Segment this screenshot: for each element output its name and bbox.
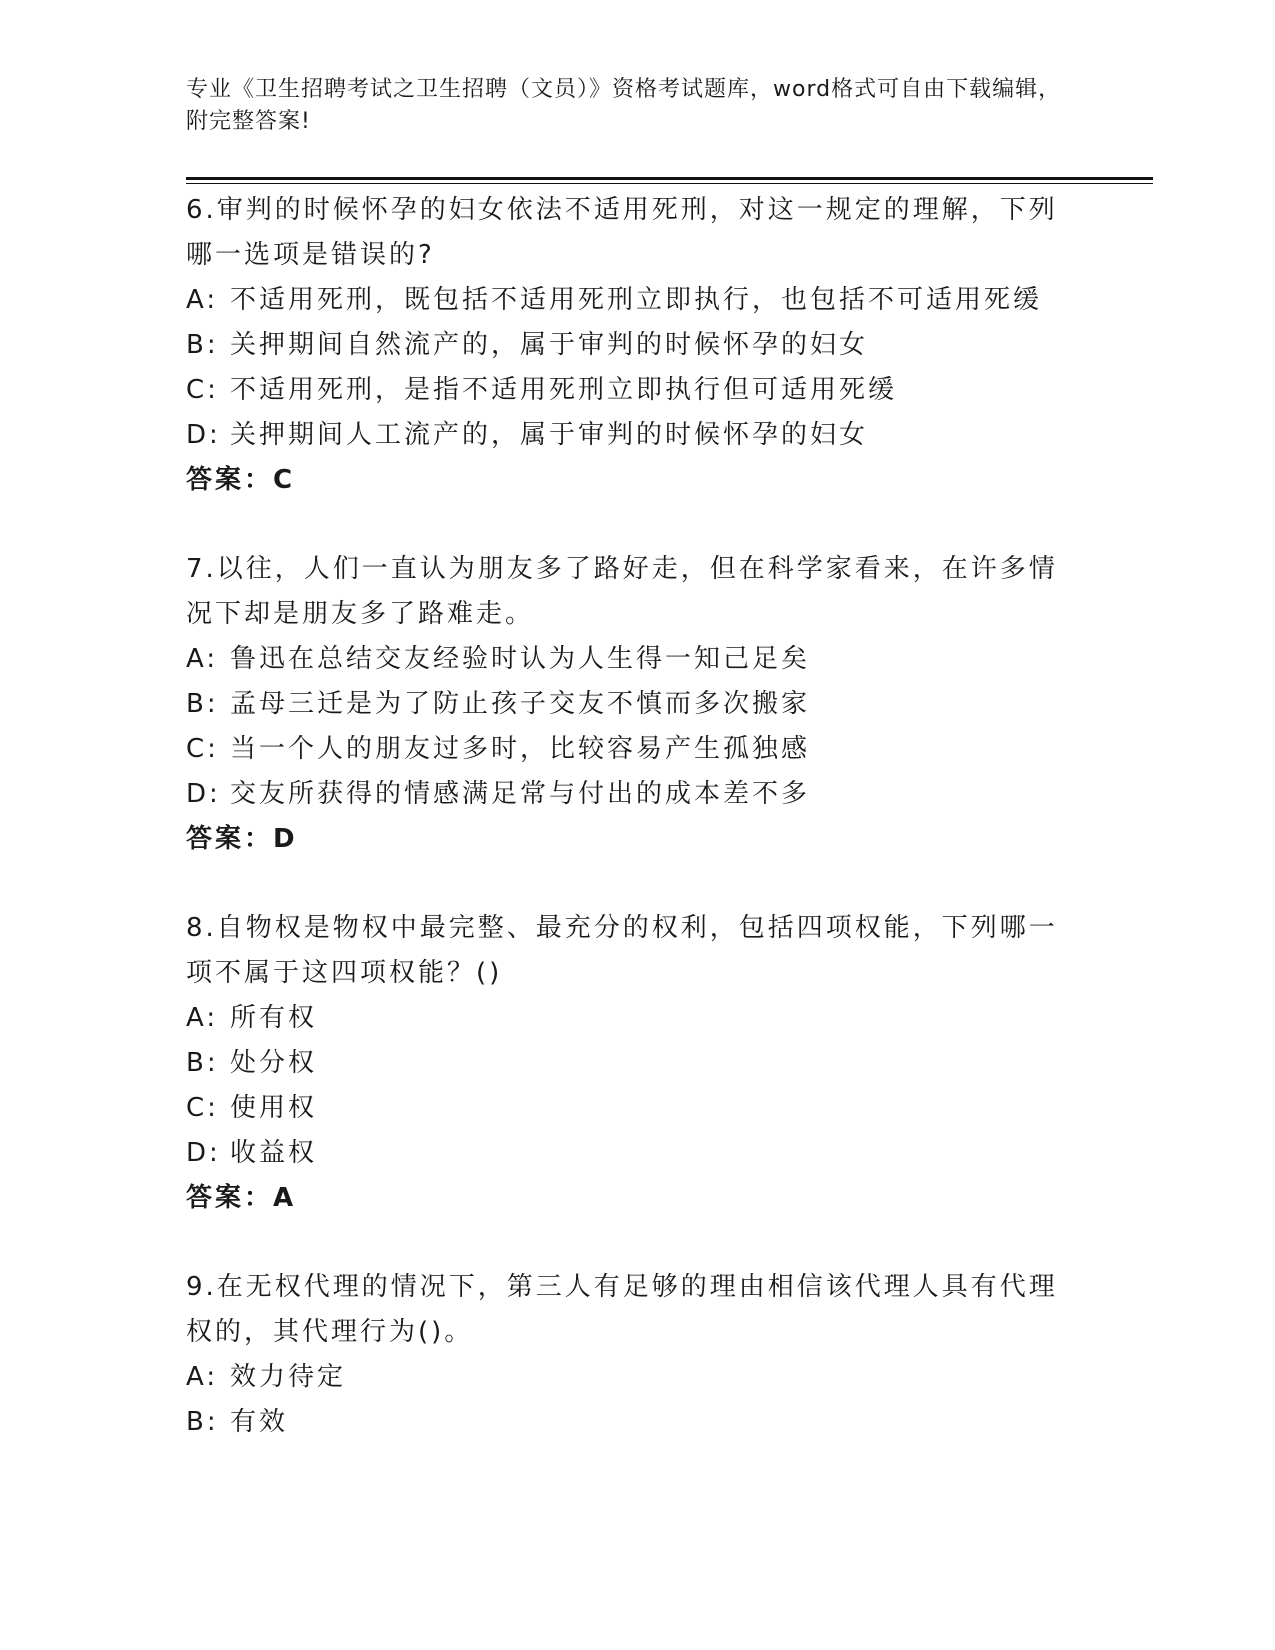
option-letter: B: [186,689,219,719]
option-c [186,1086,1066,1131]
question-8 [186,906,1066,1221]
header-divider-thin [186,183,1153,184]
header-divider-thick [186,177,1153,180]
option-letter: B: [186,330,219,360]
question-6 [186,188,1066,503]
option-letter: C: [186,1093,219,1123]
question-stem: 8.自物权是物权中最完整、最充分的权利，包括四项权能，下列哪一项不属于这四项权能？() [186,913,1058,988]
option-text: 收益权 [230,1138,318,1168]
option-text: 鲁迅在总结交友经验时认为人生得一知己足矣 [230,644,811,674]
option-text: 当一个人的朋友过多时，比较容易产生孤独感 [230,734,811,764]
question-9 [186,1265,1066,1445]
option-text: 不适用死刑，既包括不适用死刑立即执行，也包括不可适用死缓 [230,285,1043,315]
option-letter: A: [186,1362,219,1392]
answer-line: 答案：A [186,1183,297,1213]
question-stem: 9.在无权代理的情况下，第三人有足够的理由相信该代理人具有代理权的，其代理行为()。 [186,1272,1058,1347]
option-b [186,1400,1066,1445]
option-c [186,368,1066,413]
option-letter: B: [186,1048,219,1078]
option-text: 交友所获得的情感满足常与付出的成本差不多 [230,779,811,809]
option-letter: D: [186,1138,221,1168]
option-b [186,1041,1066,1086]
option-letter: D: [186,779,221,809]
answer-line: 答案：C [186,465,296,495]
option-a [186,278,1066,323]
option-a [186,637,1066,682]
option-letter: C: [186,734,219,764]
option-d [186,1131,1066,1176]
question-stem: 6.审判的时候怀孕的妇女依法不适用死刑，对这一规定的理解，下列哪一选项是错误的? [186,195,1058,270]
option-text: 关押期间自然流产的，属于审判的时候怀孕的妇女 [230,330,869,360]
answer-line: 答案：D [186,824,298,854]
option-a [186,1355,1066,1400]
option-letter: D: [186,420,221,450]
option-letter: A: [186,1003,219,1033]
option-letter: B: [186,1407,219,1437]
option-text: 不适用死刑，是指不适用死刑立即执行但可适用死缓 [230,375,898,405]
option-c [186,727,1066,772]
option-letter: C: [186,375,219,405]
option-text: 关押期间人工流产的，属于审判的时候怀孕的妇女 [230,420,869,450]
option-a [186,996,1066,1041]
option-b [186,323,1066,368]
option-letter: A: [186,644,219,674]
option-b [186,682,1066,727]
question-7 [186,547,1066,862]
option-letter: A: [186,285,219,315]
option-text: 效力待定 [230,1362,347,1392]
option-text: 处分权 [230,1048,318,1078]
option-text: 有效 [230,1407,289,1437]
question-stem: 7.以往，人们一直认为朋友多了路好走，但在科学家看来，在许多情况下却是朋友多了路难走。 [186,554,1058,629]
option-d [186,772,1066,817]
option-text: 使用权 [230,1093,318,1123]
option-text: 所有权 [230,1003,318,1033]
option-d [186,413,1066,458]
option-text: 孟母三迁是为了防止孩子交友不慎而多次搬家 [230,689,811,719]
question-list [186,188,1066,1489]
document-intro: 专业《卫生招聘考试之卫生招聘（文员）》资格考试题库，word格式可自由下载编辑，附完整答案! [186,77,1062,134]
